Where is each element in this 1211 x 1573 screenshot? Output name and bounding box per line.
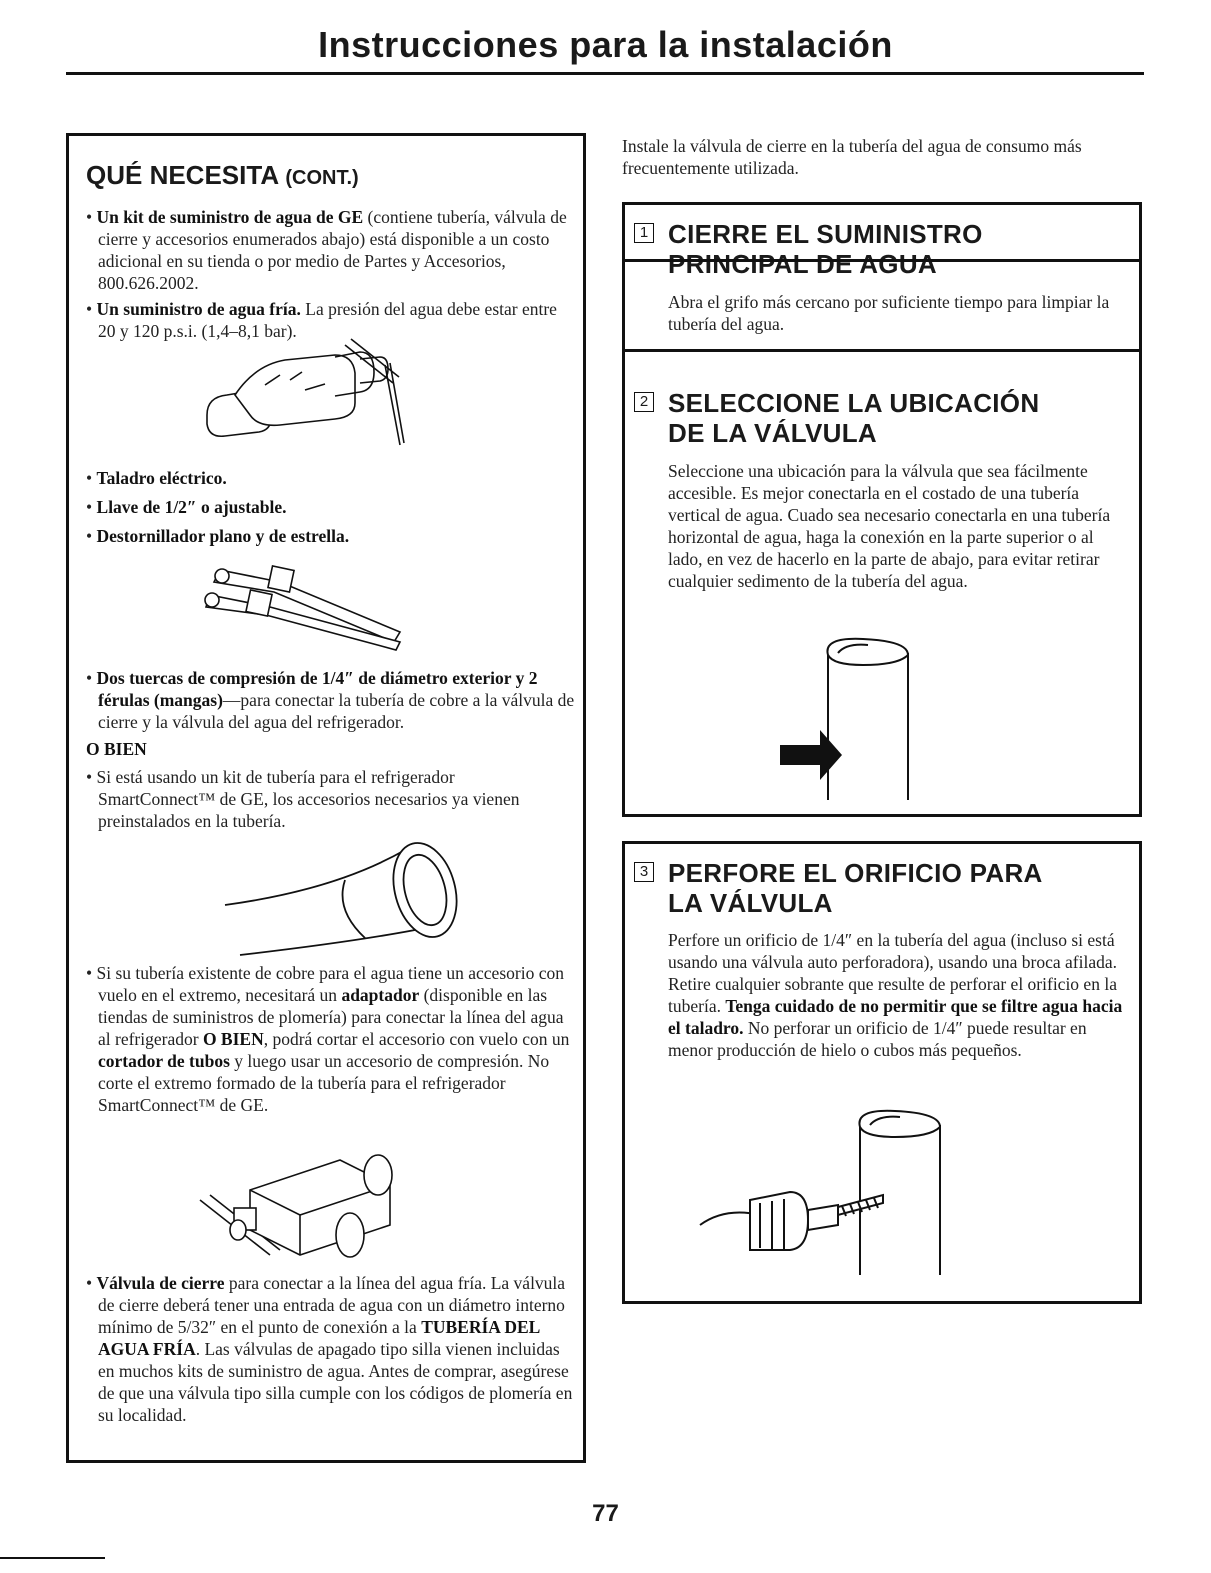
step2-heading-line1: SELECCIONE LA UBICACIÓN xyxy=(668,388,1040,418)
step3-t2: No perforar un orificio de 1/4″ puede resultar en menor producción de hielo o cubos más pequeños. xyxy=(668,1018,1087,1060)
nuts-bold: Dos tuercas de compresión de 1/4″ de diámetro exterior y 2 férulas (mangas) xyxy=(96,668,538,710)
drilling-pipe-illustration xyxy=(700,1105,960,1280)
step1-body: Abra el grifo más cercano por suficiente tiempo para limpiar la tubería del agua. xyxy=(668,292,1110,334)
valve-b2: TUBERÍA DEL AGUA FRÍA xyxy=(98,1317,540,1359)
step1-number: 1 xyxy=(634,223,654,243)
or-label-text: O BIEN xyxy=(86,739,147,759)
drill-item: • Taladro eléctrico. xyxy=(86,468,227,488)
drill-illustration xyxy=(195,335,405,455)
step2-heading-line2: DE LA VÁLVULA xyxy=(668,418,878,448)
saddle-valve-illustration xyxy=(200,1150,410,1265)
shutoff-valve-item: • Válvula de cierre para conectar a la línea del agua fría. La válvula de cierre deberá tener una entrada de agua con un diámetro interno mínimo de 5/32″ en el punto de conexión a la TUBERÍA DEL AGUA FRÍA. Las válvulas de apagado tipo silla vienen incluidas en muchos kits de suministro de agua. Antes de comprar, asegúrese de que una válvula tipo silla cumple con los códigos de plomería en su localidad. xyxy=(86,1273,573,1425)
step2-body: Seleccione una ubicación para la válvula que sea fácilmente accesible. Es mejor conectarla en el costado de una tubería vertical de agua. Cuado sea necesario conectarla en una tubería horizontal de agua, haga la conexión en la parte superior o al lado, en vez de hacerlo en la parte de abajo, para evitar retirar cualquier sedimento de la tubería del agua. xyxy=(668,461,1111,591)
title-rule xyxy=(66,72,1144,75)
flared-tube-illustration xyxy=(225,840,465,960)
page-number: 77 xyxy=(592,1500,619,1527)
step1-heading-line1: CIERRE EL SUMINISTRO xyxy=(668,219,983,249)
compression-nuts-illustration xyxy=(200,560,405,650)
kit-item: • Un kit de suministro de agua de GE (contiene tubería, válvula de cierre y accesorios enumerados abajo) está disponible a un costo adicional en su tienda o por medio de Partes y Accesorios, 800.626.2002. xyxy=(86,207,567,293)
existing-b1: adaptador xyxy=(341,985,420,1005)
valve-t1: para conectar a la línea del agua fría. La válvula de cierre deberá tener una entrada de agua con un diámetro interno mínimo de 5/32″ en el punto de conexión a la xyxy=(98,1273,566,1337)
step3-t1: Perfore un orificio de 1/4″ en la tubería del agua (incluso si está usando una válvula auto perforadora), usando una broca afilada. Retire cualquier sobrante que resulte de perforar el orificio en la tubería. xyxy=(668,930,1117,1016)
vertical-pipe-illustration xyxy=(780,635,920,805)
nuts-item: • Dos tuercas de compresión de 1/4″ de diámetro exterior y 2 férulas (mangas)—para conectar la tubería de cobre a la válvula de cierre y la válvula del agua del refrigerador. xyxy=(86,668,575,732)
wrench-item: • Llave de 1/2″ o ajustable. xyxy=(86,497,287,517)
or-label xyxy=(86,738,147,760)
nuts-text: —para conectar la tubería de cobre a la válvula de cierre y la válvula del agua del refrigerador. xyxy=(98,690,575,732)
smartconnect-item: • Si está usando un kit de tubería para el refrigerador SmartConnect™ de GE, los accesorios necesarios ya vienen preinstalados en la tubería. xyxy=(86,767,520,831)
existing-t3: , podrá cortar el accesorio con vuelo con un xyxy=(263,1029,570,1049)
step2-number: 2 xyxy=(634,392,654,412)
existing-pipe-item: • Si su tubería existente de cobre para el agua tiene un accesorio con vuelo en el extremo, necesitará un adaptador (disponible en las tiendas de suministros de plomería) para conectar la línea del agua al refrigerador O BIEN, podrá cortar el accesorio con vuelo con un cortador de tubos y luego usar un accesorio de compresión. No corte el extremo formado de la tubería para el refrigerador SmartConnect™ de GE. xyxy=(86,963,570,1115)
existing-t1: Si su tubería existente de cobre para el agua tiene un accesorio con vuelo en el extremo, necesitará un xyxy=(96,963,564,1005)
screwdriver-item: • Destornillador plano y de estrella. xyxy=(86,526,350,546)
page-title: Instrucciones para la instalación xyxy=(318,24,893,65)
heading-cont: (CONT.) xyxy=(285,167,359,189)
step3-heading-line1: PERFORE EL ORIFICIO PARA xyxy=(668,858,1043,888)
step3-number: 3 xyxy=(634,862,654,882)
step3-b1: Tenga cuidado de no permitir que se filtre agua hacia el taladro. xyxy=(668,996,1123,1038)
existing-t2: (disponible en las tiendas de suministros de plomería) para conectar la línea del agua al refrigerador xyxy=(98,985,564,1049)
existing-b3: cortador de tubos xyxy=(98,1051,230,1071)
valve-t2: . Las válvulas de apagado tipo silla vienen incluidas en muchos kits de suministro de agua. Antes de comprar, asegúrese de que una válvula tipo silla cumple con los códigos de plomería en su localidad. xyxy=(98,1339,573,1425)
tool-0: Taladro eléctrico. xyxy=(96,468,227,488)
step3-heading xyxy=(668,858,1043,918)
step1-heading-line2: PRINCIPAL DE AGUA xyxy=(668,249,937,279)
tool-1: Llave de 1/2″ o ajustable. xyxy=(96,497,287,517)
step3-heading-line2: LA VÁLVULA xyxy=(668,888,833,918)
kit-text: (contiene tubería, válvula de cierre y accesorios enumerados abajo) está disponible a un costo adicional en su tienda o por medio de Partes y Accesorios, 800.626.2002. xyxy=(98,207,567,293)
water-bold: Un suministro de agua fría. xyxy=(96,299,301,319)
valve-b1: Válvula de cierre xyxy=(96,1273,225,1293)
arrow-icon xyxy=(780,730,842,780)
step2-heading xyxy=(668,388,1039,448)
kit-bold: Un kit de suministro de agua de GE xyxy=(96,207,364,227)
what-you-need-heading xyxy=(86,160,359,191)
tool-2: Destornillador plano y de estrella. xyxy=(96,526,350,546)
step3-body xyxy=(668,929,1126,1061)
footer-rule xyxy=(0,1557,105,1559)
heading-main: QUÉ NECESITA xyxy=(86,160,279,190)
existing-b2: O BIEN xyxy=(202,1029,264,1049)
smartconnect-text: Si está usando un kit de tubería para el refrigerador SmartConnect™ de GE, los accesorios necesarios ya vienen preinstalados en la tubería. xyxy=(96,767,520,831)
water-text: La presión del agua debe estar entre 20 y 120 p.s.i. (1,4–8,1 bar). xyxy=(98,299,557,341)
intro-text: Instale la válvula de cierre en la tubería del agua de consumo más frecuentemente utilizada. xyxy=(622,136,1082,178)
existing-t4: y luego usar un accesorio de compresión. No corte el extremo formado de la tubería para el refrigerador SmartConnect™ de GE. xyxy=(98,1051,550,1115)
water-item: • Un suministro de agua fría. La presión del agua debe estar entre 20 y 120 p.s.i. (1,4–8,1 bar). xyxy=(86,299,557,341)
